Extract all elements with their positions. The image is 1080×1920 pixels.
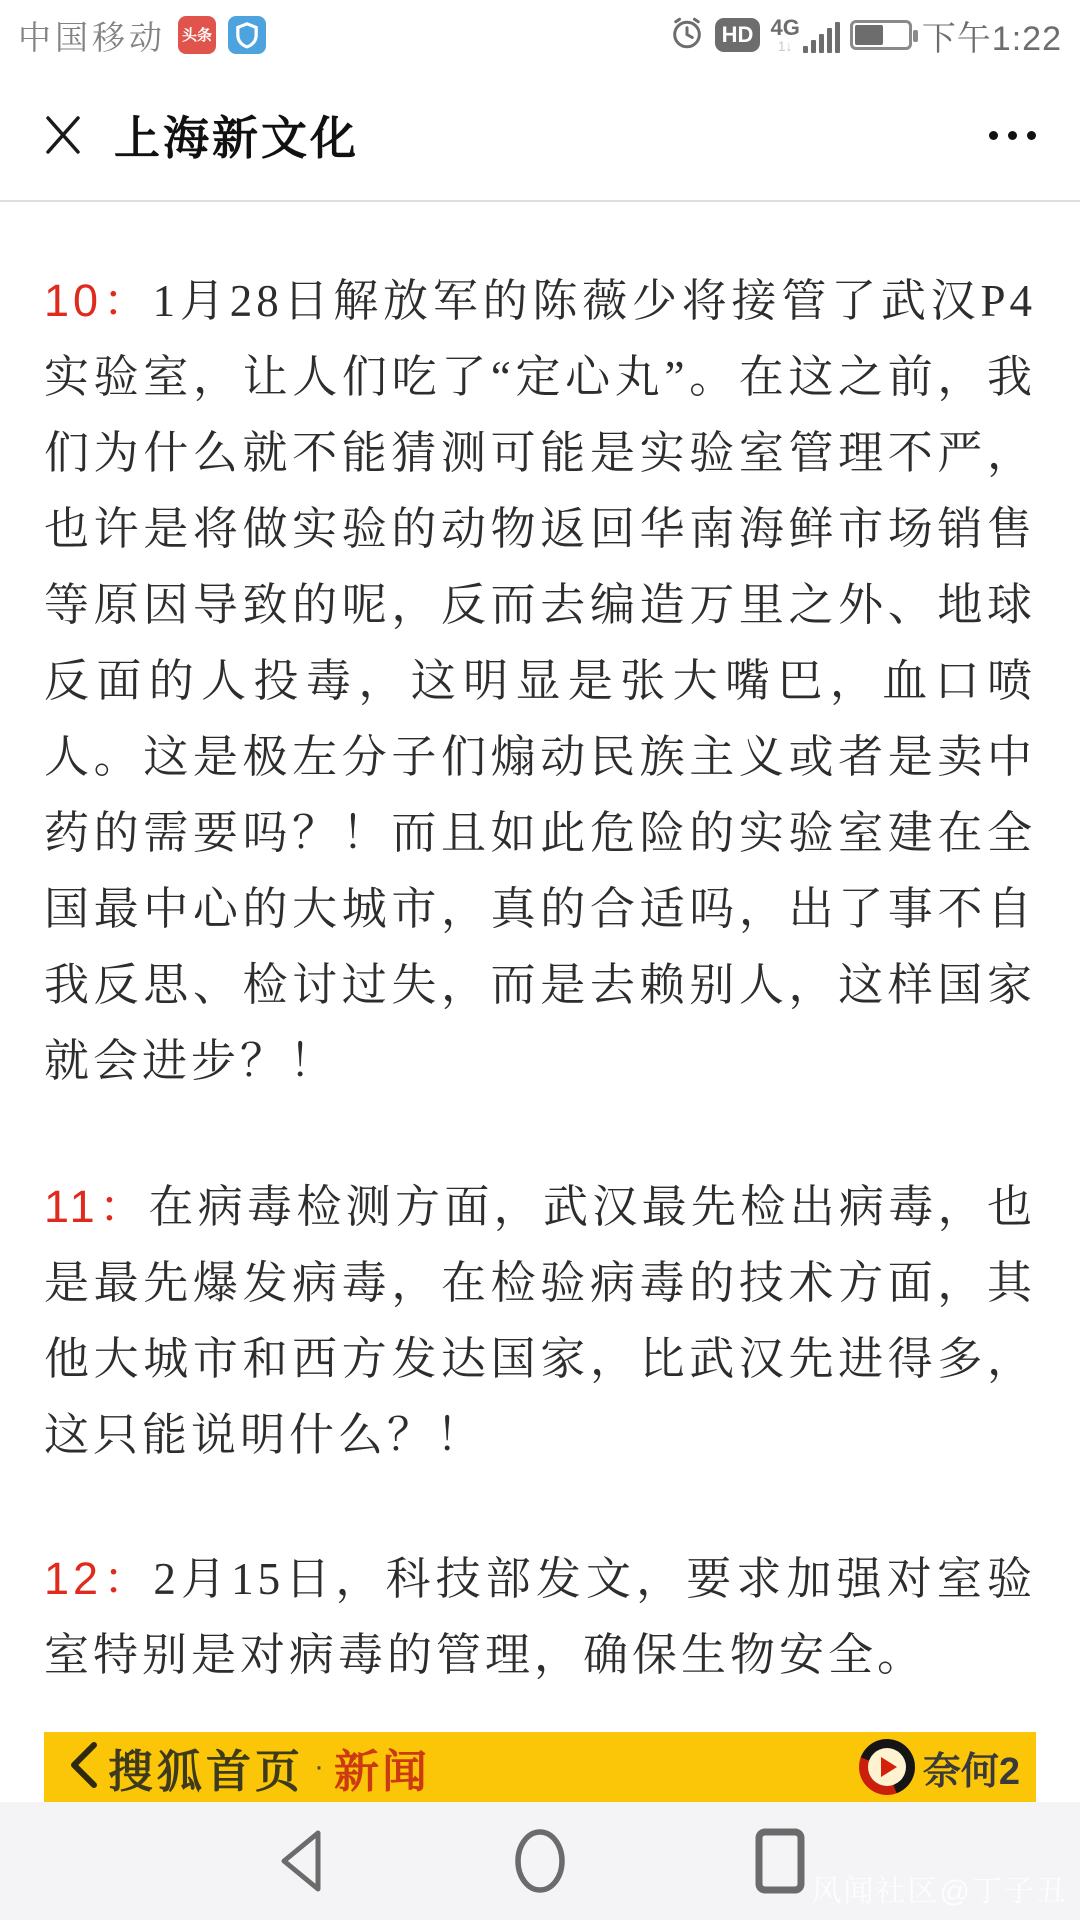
paragraph-10-number: 10： — [44, 275, 153, 326]
signal-bars-glyph — [803, 23, 840, 53]
status-left — [18, 12, 266, 59]
toutiao-icon: 头条 — [178, 16, 216, 54]
sohu-banner[interactable] — [44, 1732, 1036, 1802]
sohu-home-link[interactable]: 搜狐首页 — [108, 1745, 305, 1797]
video-promo[interactable] — [859, 1739, 1020, 1795]
page-title: 上海新文化 — [114, 112, 359, 164]
close-icon[interactable] — [40, 112, 86, 158]
app-header — [0, 70, 1080, 200]
paragraph-10 — [44, 263, 1036, 1099]
status-right — [669, 11, 1062, 60]
status-bar — [0, 0, 1080, 70]
paragraph-10-text: 1月28日解放军的陈薇少将接管了武汉P4实验室，让人们吃了“定心丸”。在这之前，我们为什么就不能猜测可能是实验室管理不严，也许是将做实验的动物返回华南海鲜市场销售等原因导致的呢，反而去编造万里之外、地球反面的人投毒，这明显是张大嘴巴，血口喷人。这是极左分子们煽动民族主义或者是卖中药的需要吗？！而且如此危险的实验室建在全国最中心的大城市，真的合适吗，出了事不自我反思、检讨过失，而是去赖别人，这样国家就会进步？！ — [44, 276, 1036, 1086]
network-sub-label: 1↓ — [777, 38, 793, 54]
paragraph-11 — [44, 1169, 1036, 1473]
paragraph-11-text: 在病毒检测方面，武汉最先检出病毒，也是最先爆发病毒，在检验病毒的技术方面，其他大城市和西方发达国家，比武汉先进得多，这只能说明什么？！ — [44, 1182, 1036, 1460]
battery-icon — [850, 20, 912, 50]
carrier-label: 中国移动 — [18, 18, 166, 56]
home-circle-icon[interactable] — [510, 1826, 570, 1896]
article-body — [44, 182, 1036, 1730]
signal-bars — [770, 17, 839, 53]
hd-badge: HD — [715, 18, 761, 52]
back-chevron-icon[interactable] — [66, 1741, 100, 1794]
video-title: 奈何2 — [922, 1750, 1020, 1793]
shield-icon — [228, 16, 266, 54]
paragraph-12-number: 12： — [44, 1553, 154, 1604]
alarm-icon — [669, 15, 705, 56]
banner-separator: · — [314, 1750, 325, 1783]
back-triangle-icon[interactable] — [270, 1826, 330, 1896]
clock-label: 下午1:22 — [921, 19, 1062, 58]
header-divider — [0, 200, 1080, 202]
more-menu-icon[interactable] — [985, 121, 1040, 150]
news-link[interactable]: 新闻 — [334, 1745, 431, 1797]
network-type-label: 4G — [770, 15, 800, 40]
paragraph-11-number: 11： — [44, 1181, 149, 1232]
paragraph-12 — [44, 1541, 1036, 1693]
play-video-icon[interactable] — [859, 1739, 915, 1795]
navigation-bar — [0, 1802, 1080, 1920]
paragraph-12-text: 2月15日，科技部发文，要求加强对室验室特别是对病毒的管理，确保生物安全。 — [44, 1554, 1036, 1680]
community-watermark: 风闻社区@丁子丑 — [811, 1875, 1068, 1908]
recents-square-icon[interactable] — [750, 1826, 810, 1896]
